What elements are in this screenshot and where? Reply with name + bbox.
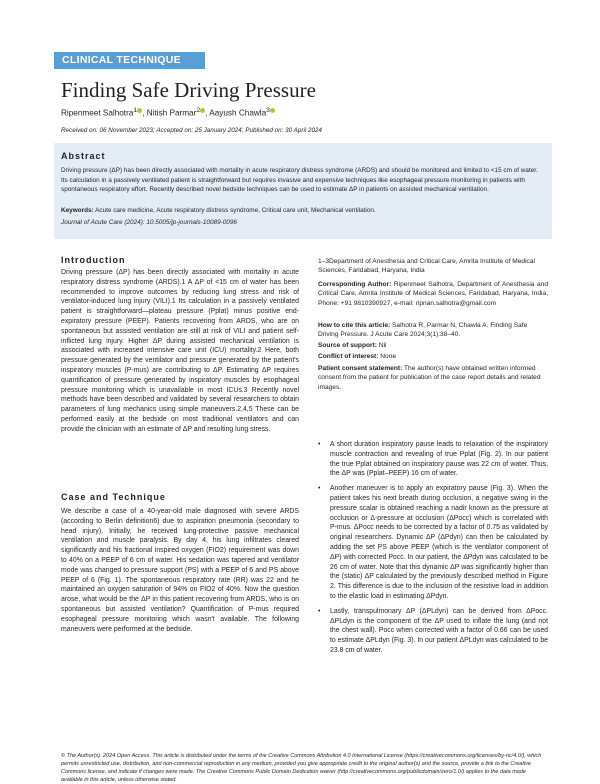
journal-citation[interactable]: Journal of Acute Care (2024): 10.5005/jp-journals-10089-0096 [61, 219, 237, 226]
keywords-text: Acute care medicine, Acute respiratory distress syndrome, Critical care unit, Mechanical ventilation. [95, 207, 376, 214]
list-item: • Another maneuver is to apply an expiratory pause (Fig. 3). When the patient takes his next breath during occlusion, a negative swing in the pressure scalar is obtained reaching a nadir known as the pressure at occlusion or Δ-pressure at occlusion (ΔPocc) which is correlated with P-mus. ΔPocc needs to be corrected by a factor of 0.75 as validated by original researchers. Dynamic ΔP (ΔPdyn) can then be calculated by adding the set PS above PEEP (which is the ventilator component of ΔP) with corrected Pocc. In our patient, the ΔPdyn was calculated to be 26 cm of water. Note that this dynamic ΔP was significantly higher than the (static) ΔP calculated by the previously described method in Figure 2. This difference is due to the inclusion of the resistive load in addition to the elastic load in estimating ΔPdyn. [318, 484, 548, 602]
keywords [61, 207, 543, 214]
abstract-text: Driving pressure (ΔP) has been directly associated with mortality in acute respiratory distress syndrome (ARDS) and should be monitored and limited to <15 cm of water. Its calculation in a passively ventilated patient is straightforward but requires invasive and expensive techniques like esophageal pressure monitoring in patients with spontaneous respiratory effort. Recently described novel bedside techniques can be used to estimate ΔP in patients on assisted mechanical ventilation. [61, 167, 538, 193]
author-name[interactable]: Ripenmeet Salhotra [61, 108, 134, 118]
case-text: We describe a case of a 40-year-old male diagnosed with severe ARDS (according to Berlin definition6) due to aspiration pneumonia (secondary to head injury). Initially, he received lung-protective passive mechanical ventilation and muscle paralysis. By day 4, his lung infiltrates cleared significantly and his fractional inspired oxygen (FIO2) requirement was down to 40% on a PEEP of 6 cm of water. His sedation was tapered and ventilator mode was changed to pressure support (PS) with a PEEP of 6 and PS above PEEP of 6 (Fig. 1). The spontaneous respiratory rate (RR) was 22 and he maintained an oxygen saturation of 94% on FIO2 of 40%. Now the question arose, what would be the ΔP in this patient recovering from ARDS, who is on spontaneous but assisted ventilation? Quantification of P-mus required esophageal pressure monitoring which wasn't available. The following maneuvers were performed at the bedside. [61, 508, 299, 633]
article-type-banner: CLINICAL TECHNIQUE [54, 52, 205, 69]
author-affiliation-sup: 1 [133, 107, 138, 114]
introduction-heading: Introduction [61, 255, 126, 265]
introduction-text: Driving pressure (ΔP) has been directly associated with mortality in acute respiratory distress syndrome (ARDS).1 A ΔP of <15 cm of water has been recommended to improve outcomes by reducing lung stress and risk of ventilator-induced lung injury (VILI).1 Its calculation in a passively ventilated patient is straightforward—plateau pressure (Pplat) minus positive end-expiratory pressure (PEEP). Patients recovering from ARDS, who are on spontaneous but assisted ventilation are still at risk of VILI and patient self-inflicted lung injury. Higher ΔP during assisted mechanical ventilation is associated with increased intensive care unit (ICU) mortality.2 Here, both pressure generated by the ventilator and pressure generated by the patient's inspiratory muscles (P-mus) are contributing to ΔP. Estimating ΔP requires quantification of pressure generated by inspiratory muscles by esophageal pressure monitoring which is unavailable in most ICUs.3 Recently novel methods have been described and validated by several researchers to obtain parameters of lung mechanics using simple maneuvers.2,4,5 These can be performed easily at the bedside on most traditional ventilators and can provide the clinician with an estimate of ΔP and resulting lung stress. [61, 269, 299, 433]
publication-dates: Received on: 06 November 2023; Accepted on: 25 January 2024; Published on: 30 April 2024 [61, 127, 323, 134]
abstract-heading: Abstract [61, 151, 106, 161]
keywords-label: Keywords: [61, 207, 94, 214]
consent-text: The author(s) have obtained written informed consent from the patient for publication of the case report details and related images. [318, 365, 541, 391]
orcid-icon[interactable] [270, 108, 275, 113]
license-footer: © The Author(s). 2024 Open Access. This article is distributed under the terms of the Creative Commons Attribution 4.0 International License (https://creativecommons.org/licenses/by-nc/4.0/), which permits unrestricted use, distribution, and non-commercial reproduction in any medium, provided you give appropriate credit to the original author(s) and the source, provide a link to the Creative Commons license, and indicate if changes were made. The Creative Commons Public Domain Dedication waiver (http://creativecommons.org/publicdomain/zero/1.0/) applies to the data made available in this article, unless otherwise stated. [61, 753, 542, 783]
author-affiliation-sup: 3 [266, 107, 270, 114]
cite-text: Salhotra R, Parmar N, Chawla A. Finding Safe Driving Pressure. J Acute Care 2024;3(1):38–40. [318, 322, 528, 339]
how-to-cite [318, 321, 548, 340]
patient-consent [318, 364, 548, 392]
support-text: Nil [378, 342, 387, 349]
conflict-text: None [380, 353, 397, 360]
author-list: Ripenmeet Salhotra$^1$ , Nitish Parmar$^2$ , Aayush Chawla$^3$ [61, 107, 275, 118]
consent-label: Patient consent statement: [318, 365, 403, 372]
author-name[interactable]: Nitish Parmar [146, 108, 197, 118]
conflict-label: Conflict of interest: [318, 353, 379, 360]
list-item: • Lastly, transpulmonary ΔP (ΔPLdyn) can be derived from ΔPocc. ΔPLdyn is the component of the ΔP used to inflate the lung (and not the chest wall). Pocc when corrected with a factor of 0.66 can be used to estimate ΔPLdyn (Fig. 3). In our patient ΔPLdyn was calculated to be 23.8 cm of water. [318, 607, 548, 656]
support-label: Source of support: [318, 342, 377, 349]
list-item: • A short duration inspiratory pause leads to relaxation of the inspiratory muscle contraction and revealing of true Pplat (Fig. 2). In our patient the true Pplat obtained on inspiratory pause was 22 cm of water. Thus, the ΔP was (Pplat–PEEP) 16 cm of water. [318, 440, 548, 479]
affiliation: 1–3Department of Anesthesia and Critical Care, Amrita Institute of Medical Sciences, Faridabad, Haryana, India [318, 258, 535, 275]
case-heading: Case and Technique [61, 492, 166, 502]
orcid-icon[interactable] [200, 108, 205, 113]
technique-bullet-list [318, 440, 548, 661]
corresponding-author-text: Ripenmeet Salhotra, Department of Anesthesia and Critical Care, Amrita Institute of Medical Sciences, Faridabad, Haryana, India, Phone: +91 9810390927, e-mail: ripnan.salhotra@gmail.com [318, 281, 548, 307]
corresponding-author [318, 280, 548, 308]
orcid-icon[interactable] [137, 108, 142, 113]
author-name[interactable]: Aayush Chawla [209, 108, 267, 118]
author-affiliation-sup: 2 [196, 107, 201, 114]
article-title: Finding Safe Driving Pressure [61, 78, 316, 102]
source-of-support [318, 341, 548, 350]
conflict-of-interest [318, 352, 548, 361]
corresponding-author-label: Corresponding Author: [318, 281, 392, 288]
cite-label: How to cite this article: [318, 322, 391, 329]
